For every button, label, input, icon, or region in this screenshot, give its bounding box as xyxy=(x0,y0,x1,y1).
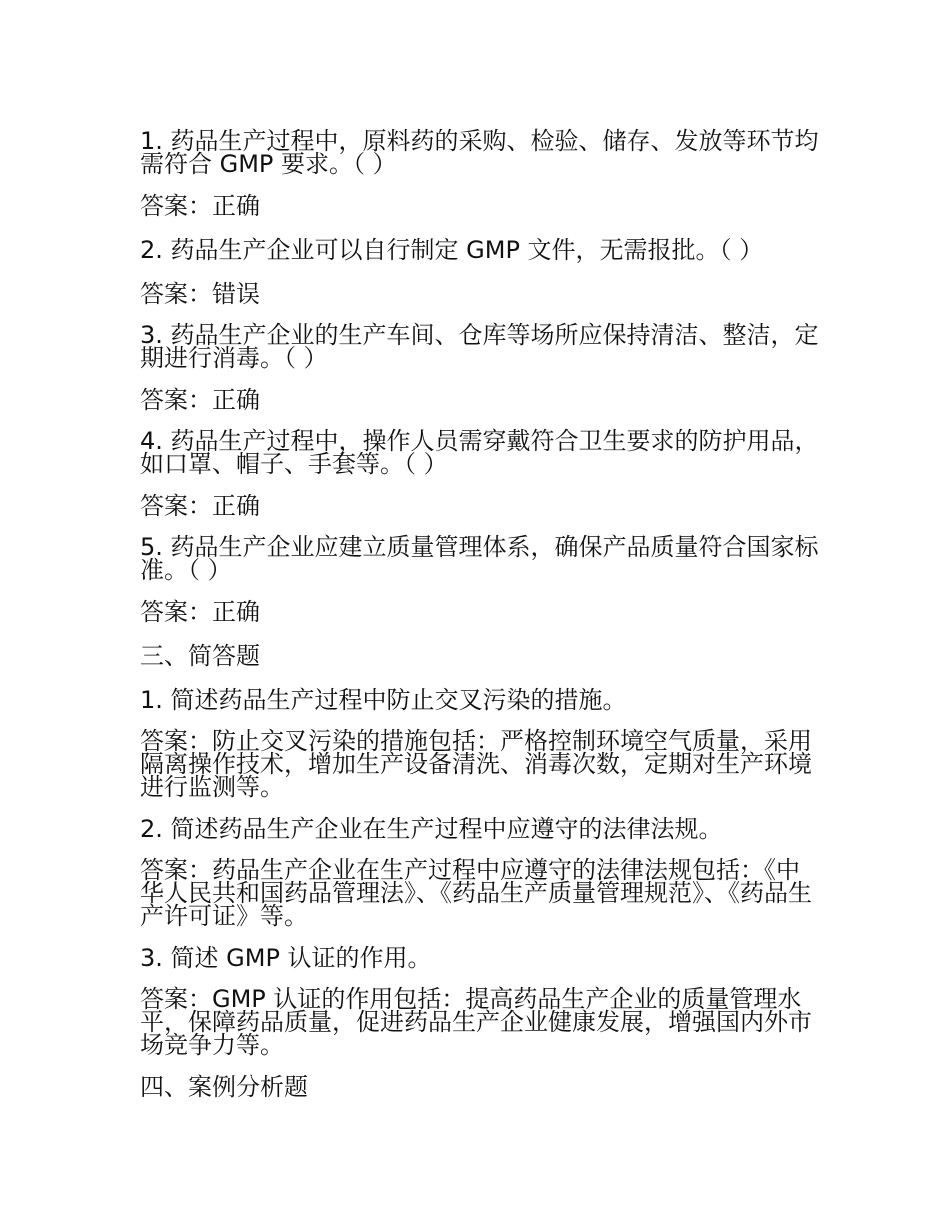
answer-tf-2: 答案：错误 xyxy=(140,280,260,308)
document-page xyxy=(140,127,820,1117)
question-tf-4: 4. 药品生产过程中，操作人员需穿戴符合卫生要求的防护用品，如口罩、帽子、手套等。（ ） xyxy=(140,427,819,478)
answer-tf-5: 答案：正确 xyxy=(140,598,260,626)
answer-sa-2: 答案：药品生产企业在生产过程中应遵守的法律法规包括：《中华人民共和国药品管理法》、《药品生产质量管理规范》、《药品生产许可证》等。 xyxy=(140,856,812,930)
question-tf-2: 2. 药品生产企业可以自行制定 GMP 文件，无需报批。（ ） xyxy=(140,236,764,264)
answer-tf-3: 答案：正确 xyxy=(140,386,260,414)
answer-tf-4: 答案：正确 xyxy=(140,492,260,520)
question-tf-5: 5. 药品生产企业应建立质量管理体系，确保产品质量符合国家标准。（ ） xyxy=(140,533,819,584)
question-sa-1: 1. 简述药品生产过程中防止交叉污染的措施。 xyxy=(140,686,627,714)
section-heading-short-answer: 三、简答题 xyxy=(140,642,260,670)
answer-tf-1: 答案：正确 xyxy=(140,192,260,220)
answer-sa-3: 答案：GMP 认证的作用包括：提高药品生产企业的质量管理水平，保障药品质量，促进药品生产企业健康发展，增强国内外市场竞争力等。 xyxy=(140,985,812,1059)
answer-sa-1: 答案：防止交叉污染的措施包括：严格控制环境空气质量，采用隔离操作技术，增加生产设备清洗、消毒次数，定期对生产环境进行监测等。 xyxy=(140,727,812,801)
question-tf-1: 1. 药品生产过程中，原料药的采购、检验、储存、发放等环节均需符合 GMP 要求。（ ） xyxy=(140,127,819,178)
question-sa-3: 3. 简述 GMP 认证的作用。 xyxy=(140,944,432,972)
question-tf-3: 3. 药品生产企业的生产车间、仓库等场所应保持清洁、整洁，定期进行消毒。（ ） xyxy=(140,321,819,372)
section-heading-case-analysis: 四、案例分析题 xyxy=(140,1073,308,1101)
question-sa-2: 2. 简述药品生产企业在生产过程中应遵守的法律法规。 xyxy=(140,815,723,843)
